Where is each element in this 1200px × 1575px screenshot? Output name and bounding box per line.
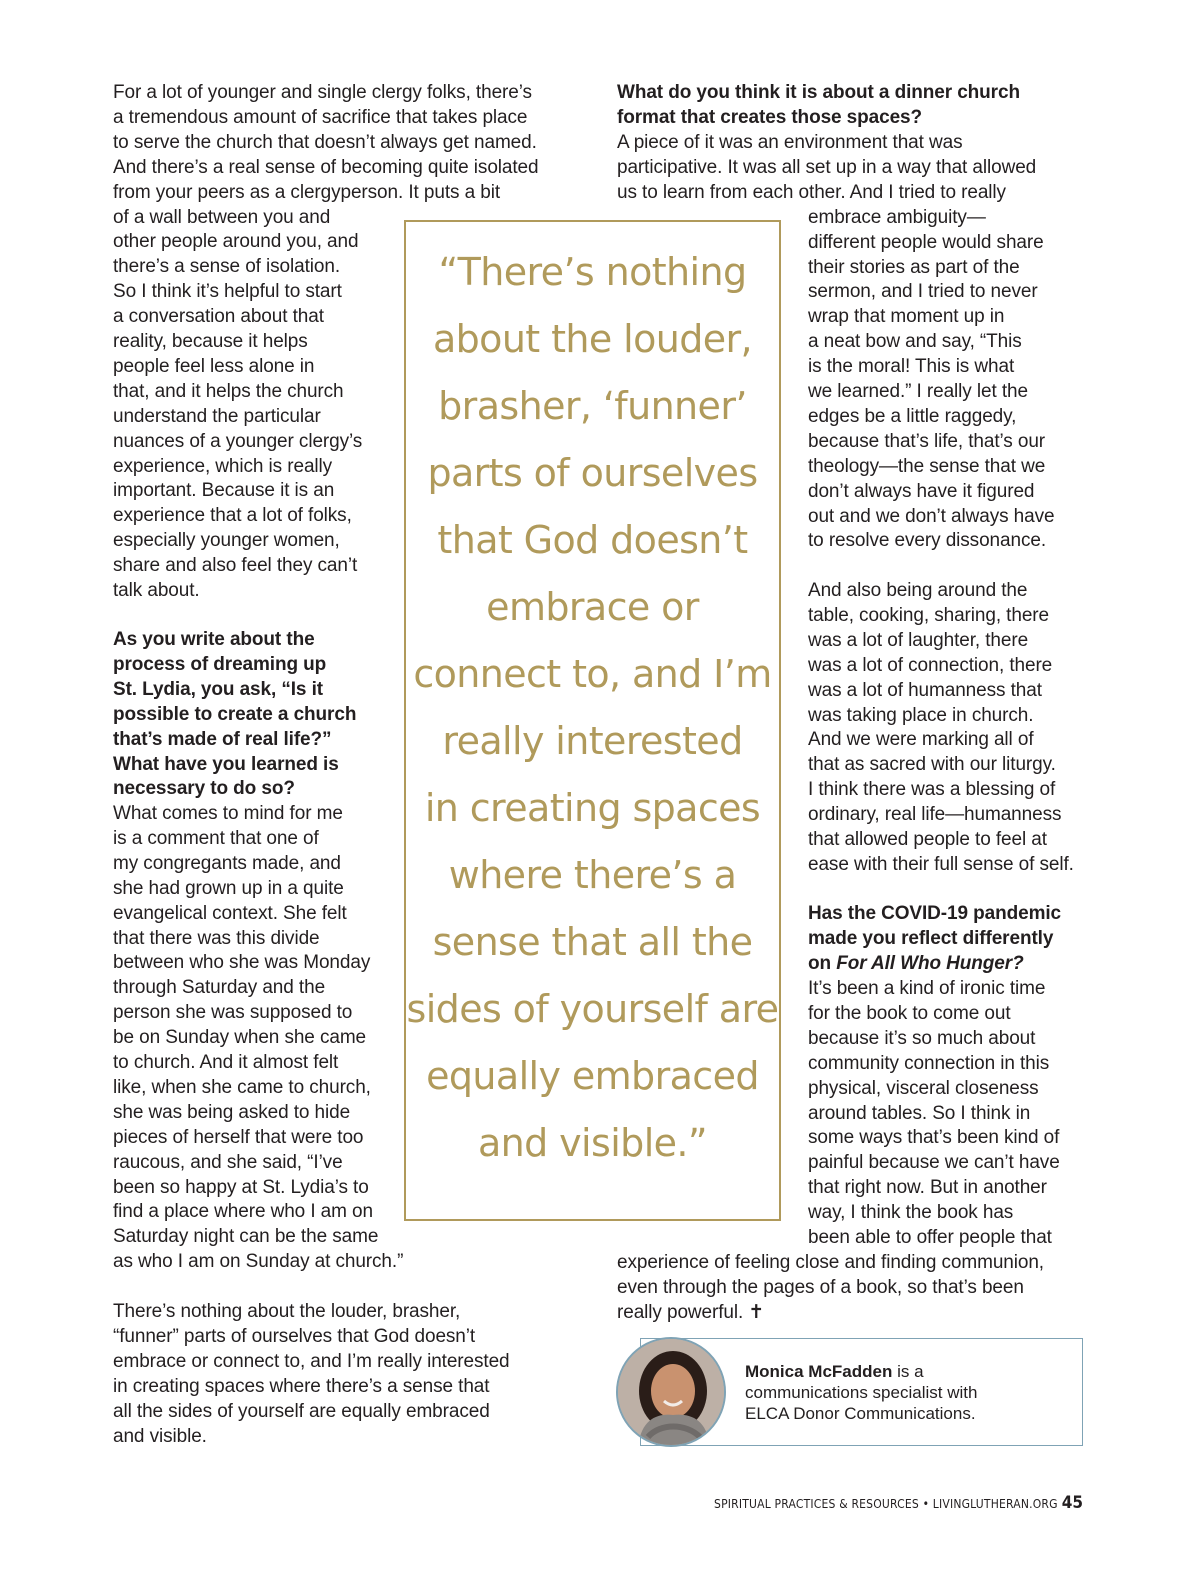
text-line: been able to offer people that xyxy=(808,1227,1052,1248)
text-line: was a lot of connection, there xyxy=(808,654,1053,676)
pull-quote-line: parts of ourselves xyxy=(427,451,758,495)
text-line: And there’s a real sense of becoming quite isolated xyxy=(113,156,539,178)
text-line: community connection in this xyxy=(808,1052,1050,1074)
pull-quote-line: about the louder, xyxy=(432,317,753,361)
text-line: that, and it helps the church xyxy=(113,380,344,402)
text-line: What comes to mind for me xyxy=(113,803,343,824)
text-line: don’t always have it figured xyxy=(808,480,1035,502)
text-line: that as sacred with our liturgy. xyxy=(808,754,1056,776)
bio-line-2: communications specialist with xyxy=(745,1383,978,1402)
pull-quote-line: where there’s a xyxy=(448,853,737,897)
text-line: process of dreaming up xyxy=(113,653,327,675)
text-line: “funner” parts of ourselves that God doesn’t xyxy=(113,1325,476,1347)
page-number: 45 xyxy=(1061,1493,1083,1513)
text-line: A piece of it was an environment that was xyxy=(617,132,963,153)
text-line: St. Lydia, you ask, “Is it xyxy=(113,678,323,700)
text-line: important. Because it is an xyxy=(113,480,335,502)
pull-quote-line: and visible.” xyxy=(478,1121,707,1165)
text-line: nuances of a younger clergy’s xyxy=(113,430,363,452)
text-line: of a wall between you and xyxy=(113,206,331,228)
text-line: edges be a little raggedy, xyxy=(808,405,1017,427)
text-line: really powerful. ✝ xyxy=(617,1301,765,1323)
text-line: It’s been a kind of ironic time xyxy=(808,978,1046,999)
question-3-line: made you reflect differently xyxy=(808,928,1054,949)
text-line: format that creates those spaces? xyxy=(617,106,923,128)
text-line: experience, which is really xyxy=(113,455,333,477)
text-line: talk about. xyxy=(113,580,200,601)
text-line: other people around you, and xyxy=(113,231,359,253)
text-line: embrace or connect to, and I’m really interested xyxy=(113,1350,510,1372)
text-line: was a lot of humanness that xyxy=(808,679,1042,701)
pull-quote-line: really interested xyxy=(442,719,743,763)
text-line: And we were marking all of xyxy=(808,729,1034,751)
text-line: to serve the church that doesn’t always get named. xyxy=(113,131,537,153)
text-line: through Saturday and the xyxy=(113,977,326,999)
author-photo-icon xyxy=(618,1339,726,1447)
text-line: was a lot of laughter, there xyxy=(808,629,1029,651)
text-line: my congregants made, and xyxy=(113,852,341,874)
text-line: sermon, and I tried to never xyxy=(808,281,1038,303)
text-line: possible to create a church xyxy=(113,703,357,725)
pull-quote-line: “There’s nothing xyxy=(438,250,747,294)
text-line: embrace ambiguity— xyxy=(808,206,986,228)
text-line: a neat bow and say, “This xyxy=(808,331,1022,353)
text-line: that allowed people to feel at xyxy=(808,829,1047,850)
text-line: from your peers as a clergyperson. It puts a bit xyxy=(113,181,500,203)
text-line: there’s a sense of isolation. xyxy=(113,256,341,278)
text-line: and visible. xyxy=(113,1425,207,1447)
text-line: that’s made of real life?” xyxy=(113,728,332,750)
text-line: participative. It was all set up in a way that allowed xyxy=(617,156,1037,178)
text-line: especially younger women, xyxy=(113,530,340,552)
pull-quote-line: that God doesn’t xyxy=(437,518,748,562)
question-3-line xyxy=(808,952,1024,977)
text-line: Saturday night can be the same xyxy=(113,1226,379,1248)
question-3-prefix: on xyxy=(808,953,837,974)
text-line: between who she was Monday xyxy=(113,952,371,974)
text-line: is the moral! This is what xyxy=(808,356,1015,378)
text-line: There’s nothing about the louder, brasher, xyxy=(113,1301,461,1322)
bio-line-1 xyxy=(745,1361,924,1382)
pull-quote-line: brasher, ‘funner’ xyxy=(438,384,747,428)
text-line: find a place where who I am on xyxy=(113,1201,373,1223)
question-3-line: Has the COVID-19 pandemic xyxy=(808,903,1062,924)
text-line: ease with their full sense of self. xyxy=(808,853,1074,875)
text-line: I think there was a blessing of xyxy=(808,779,1056,801)
text-line: What do you think it is about a dinner church xyxy=(617,82,1020,103)
text-line: like, when she came to church, xyxy=(113,1076,371,1098)
text-line: table, cooking, sharing, there xyxy=(808,604,1049,626)
text-line: raucous, and she said, “I’ve xyxy=(113,1151,343,1173)
text-line: been so happy at St. Lydia’s to xyxy=(113,1176,369,1198)
text-line: people feel less alone in xyxy=(113,355,315,377)
text-line: that right now. But in another xyxy=(808,1177,1047,1199)
text-line: for the book to come out xyxy=(808,1002,1011,1024)
book-title: For All Who Hunger? xyxy=(836,953,1024,974)
text-line: pieces of herself that were too xyxy=(113,1126,364,1148)
text-line: around tables. So I think in xyxy=(808,1102,1031,1124)
text-line: a conversation about that xyxy=(113,306,324,328)
text-line: to church. And it almost felt xyxy=(113,1052,339,1073)
bio-line-3: ELCA Donor Communications. xyxy=(745,1404,976,1423)
bio-suffix: is a xyxy=(892,1362,924,1381)
pull-quote-line: sense that all the xyxy=(432,920,753,964)
text-line: painful because we can’t have xyxy=(808,1152,1060,1174)
text-line: their stories as part of the xyxy=(808,256,1020,278)
pull-quote-line: in creating spaces xyxy=(424,786,761,830)
text-line: different people would share xyxy=(808,231,1044,253)
text-line: necessary to do so? xyxy=(113,778,295,800)
text-line: all the sides of yourself are equally embraced xyxy=(113,1400,490,1422)
text-line: because that’s life, that’s our xyxy=(808,430,1046,452)
text-line: she had grown up in a quite xyxy=(113,877,344,899)
text-line: As you write about the xyxy=(113,629,315,650)
text-line: experience that a lot of folks, xyxy=(113,505,352,527)
text-line: understand the particular xyxy=(113,405,321,427)
page-footer xyxy=(714,1493,1083,1513)
text-line: she was being asked to hide xyxy=(113,1101,351,1123)
text-line: ordinary, real life—humanness xyxy=(808,804,1062,826)
pull-quote-line: connect to, and I’m xyxy=(413,652,772,696)
pull-quote-line: embrace or xyxy=(486,585,699,629)
text-line: person she was supposed to xyxy=(113,1002,353,1024)
text-line: reality, because it helps xyxy=(113,331,308,352)
pull-quote-line: equally embraced xyxy=(426,1054,759,1098)
text-line: we learned.” I really let the xyxy=(808,381,1028,402)
text-line: out and we don’t always have xyxy=(808,505,1055,527)
text-line: as who I am on Sunday at church.” xyxy=(113,1251,404,1273)
text-line: some ways that’s been kind of xyxy=(808,1127,1060,1149)
text-line: to resolve every dissonance. xyxy=(808,530,1046,552)
text-line: theology—the sense that we xyxy=(808,455,1046,477)
pull-quote-line: sides of yourself are xyxy=(406,987,779,1031)
text-line: So I think it’s helpful to start xyxy=(113,281,342,303)
text-line: And also being around the xyxy=(808,580,1028,601)
text-line: be on Sunday when she came xyxy=(113,1027,367,1049)
author-name: Monica McFadden xyxy=(745,1362,893,1381)
text-line: was taking place in church. xyxy=(808,704,1034,726)
text-line: way, I think the book has xyxy=(808,1202,1014,1224)
text-line: because it’s so much about xyxy=(808,1027,1036,1049)
text-line: is a comment that one of xyxy=(113,827,319,849)
text-line: in creating spaces where there’s a sense that xyxy=(113,1375,490,1397)
text-line: evangelical context. She felt xyxy=(113,902,347,924)
footer-section: SPIRITUAL PRACTICES & RESOURCES • LIVINGLUTHERAN.ORG xyxy=(714,1497,1058,1511)
text-line: share and also feel they can’t xyxy=(113,555,358,577)
text-line: wrap that moment up in xyxy=(808,306,1005,328)
text-line: even through the pages of a book, so that’s been xyxy=(617,1276,1024,1298)
text-line: experience of feeling close and finding communion, xyxy=(617,1251,1044,1273)
text-line: physical, visceral closeness xyxy=(808,1077,1039,1099)
text-line: For a lot of younger and single clergy folks, there’s xyxy=(113,82,532,103)
text-line: us to learn from each other. And I tried to really xyxy=(617,181,1006,203)
text-line: What have you learned is xyxy=(113,753,339,775)
text-line: that there was this divide xyxy=(113,927,320,949)
text-line: a tremendous amount of sacrifice that takes place xyxy=(113,106,528,128)
author-avatar xyxy=(616,1337,726,1447)
